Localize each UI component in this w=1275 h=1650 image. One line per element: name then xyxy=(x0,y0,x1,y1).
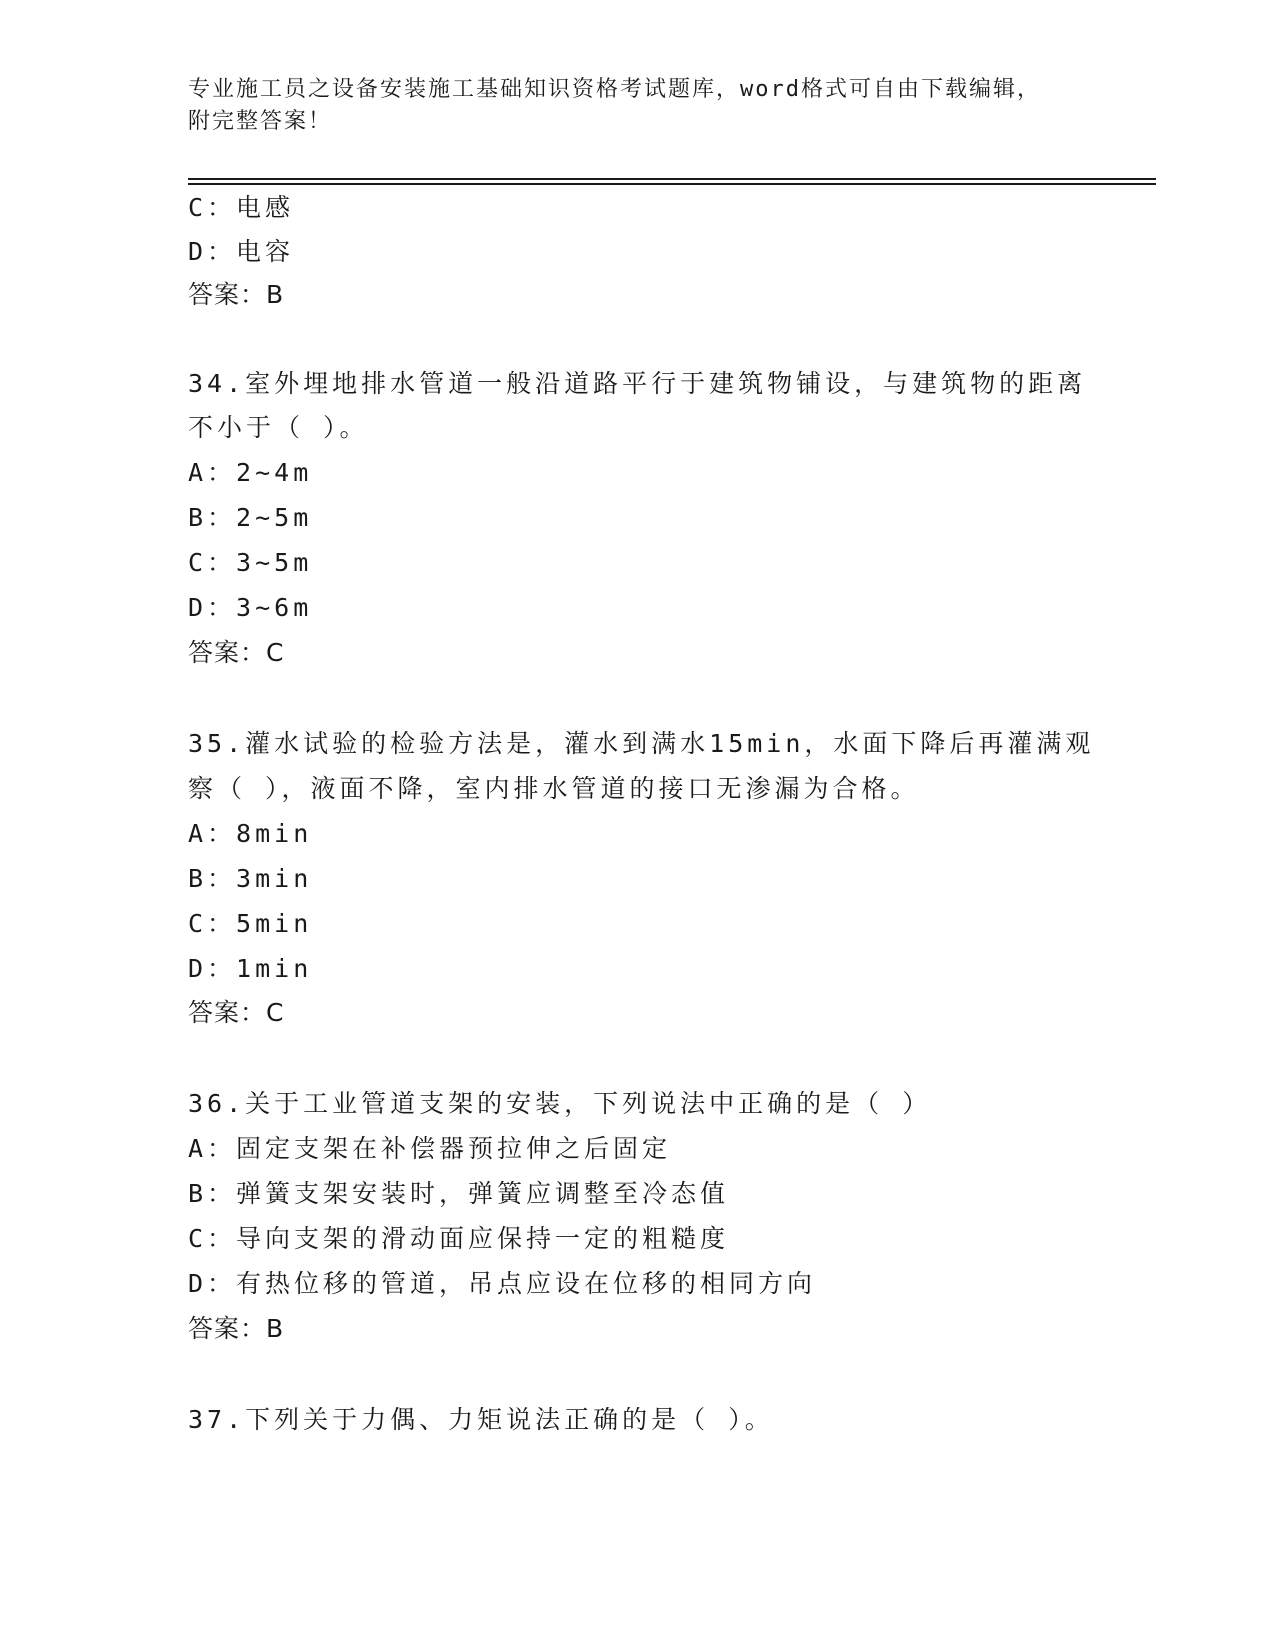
q34-answer: 答案：C xyxy=(188,638,285,667)
q35-option-b: B：3min xyxy=(188,864,313,893)
q34-option-c: C：3~5m xyxy=(188,548,313,577)
q35-option-a: A：8min xyxy=(188,819,313,848)
q35-answer: 答案：C xyxy=(188,998,285,1027)
header-divider-bottom xyxy=(188,183,1156,185)
q34-option-a: A：2~4m xyxy=(188,458,313,487)
q36-option-b: B：弹簧支架安装时，弹簧应调整至冷态值 xyxy=(188,1179,730,1208)
q36-option-a: A：固定支架在补偿器预拉伸之后固定 xyxy=(188,1134,672,1163)
q36-option-c: C：导向支架的滑动面应保持一定的粗糙度 xyxy=(188,1224,730,1253)
document-header xyxy=(188,74,1088,138)
q35-stem-line-1: 35.灌水试验的检验方法是，灌水到满水15min，水面下降后再灌满观 xyxy=(188,729,1095,758)
header-divider-top xyxy=(188,178,1156,180)
prev-answer: 答案：B xyxy=(188,280,285,309)
q34-option-b: B：2~5m xyxy=(188,503,313,532)
prev-option-d: D：电容 xyxy=(188,237,295,266)
q34-option-d: D：3~6m xyxy=(188,593,313,622)
q36-answer: 答案：B xyxy=(188,1314,285,1343)
q34-stem-line-2: 不小于（ ）。 xyxy=(188,413,369,442)
header-line-1: 专业施工员之设备安装施工基础知识资格考试题库，word格式可自由下载编辑， xyxy=(188,77,1041,102)
q35-option-c: C：5min xyxy=(188,909,313,938)
q34-stem-line-1: 34.室外埋地排水管道一般沿道路平行于建筑物铺设，与建筑物的距离 xyxy=(188,369,1087,398)
q36-stem-line-1: 36.关于工业管道支架的安装，下列说法中正确的是（ ） xyxy=(188,1089,932,1118)
q37-stem-line-1: 37.下列关于力偶、力矩说法正确的是（ ）。 xyxy=(188,1405,774,1434)
q36-option-d: D：有热位移的管道，吊点应设在位移的相同方向 xyxy=(188,1269,817,1298)
prev-option-c: C：电感 xyxy=(188,193,295,222)
header-line-2: 附完整答案！ xyxy=(188,109,333,134)
q35-stem-line-2: 察（ ），液面不降，室内排水管道的接口无渗漏为合格。 xyxy=(188,774,920,803)
q35-option-d: D：1min xyxy=(188,954,313,983)
